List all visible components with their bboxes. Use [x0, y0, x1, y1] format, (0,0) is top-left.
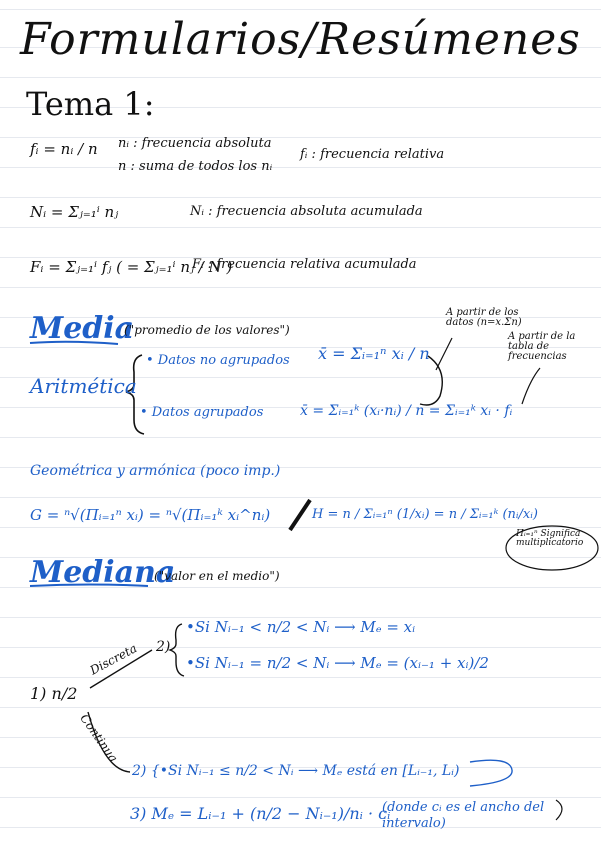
mediana-step1: 1) n/2	[30, 684, 78, 703]
mediana-step3-note: (donde cᵢ es el ancho del intervalo)	[382, 800, 545, 831]
datos-no-agrupados: • Datos no agrupados	[146, 353, 290, 368]
pi-note: Πᵢ₌₁ⁿ Significa multiplicatorio	[516, 529, 584, 548]
aritmetica-label: Aritmética	[30, 374, 137, 398]
formula-media-no-agrupados: x̄ = Σᵢ₌₁ⁿ xᵢ / n	[318, 344, 430, 363]
note1-arrow	[436, 338, 452, 370]
mediana-case-a: •Si Nᵢ₋₁ < n/2 < Nᵢ ⟶ Mₑ = xᵢ	[186, 618, 416, 636]
mediana-continuous-case: 2) {•Si Nᵢ₋₁ ≤ n/2 < Nᵢ ⟶ Mₑ está en [Lᵢ₋₁, Lᵢ)	[132, 763, 460, 779]
formula-H: H = n / Σᵢ₌₁ⁿ (1/xᵢ) = n / Σᵢ₌₁ᵏ (nᵢ/xᵢ)	[312, 507, 538, 522]
mediana-step3: 3) Mₑ = Lᵢ₋₁ + (n/2 − Nᵢ₋₁)/nᵢ · cᵢ	[130, 804, 391, 823]
continuous-curve	[470, 760, 512, 786]
discrete-branch-number: 2)	[156, 639, 171, 655]
mediana-subtitle: ("valor en el medio")	[154, 569, 280, 583]
mediana-case-b: •Si Nᵢ₋₁ = n/2 < Nᵢ ⟶ Mₑ = (xᵢ₋₁ + xᵢ)/2	[186, 654, 489, 672]
geo-armonica-label: Geométrica y armónica (poco imp.)	[30, 463, 281, 479]
media-note-tabla: A partir de la tabla de frecuencias	[508, 331, 576, 362]
formula-G: G = ⁿ√(Πᵢ₌₁ⁿ xᵢ) = ⁿ√(Πᵢ₌₁ᵏ xᵢ^nᵢ)	[30, 506, 271, 524]
note2-arrow	[522, 368, 540, 404]
discreta-label: Discreta	[87, 641, 140, 678]
note-Fi: Fᵢ : frecuencia relativa acumulada	[192, 257, 417, 272]
media-subtitle: ("promedio de los valores")	[124, 323, 290, 337]
formula-Ni: Nᵢ = Σⱼ₌₁ⁱ nⱼ	[30, 203, 119, 221]
g-h-slash	[290, 500, 310, 530]
note-ni: nᵢ : frecuencia absoluta	[118, 136, 272, 151]
datos-agrupados: • Datos agrupados	[140, 405, 264, 420]
note-Ni: Nᵢ : frecuencia absoluta acumulada	[190, 204, 423, 219]
continua-label: Continua	[77, 711, 121, 765]
note-fi: fᵢ : frecuencia relativa	[300, 147, 445, 162]
section-tema: Tema 1:	[26, 85, 155, 123]
media-heading: Media	[30, 311, 135, 346]
mediana-heading: Mediana	[30, 555, 176, 590]
formula-media-agrupados: x̄ = Σᵢ₌₁ᵏ (xᵢ·nᵢ) / n = Σᵢ₌₁ᵏ xᵢ · fᵢ	[300, 403, 513, 419]
formula-Fi: Fᵢ = Σⱼ₌₁ⁱ fⱼ ( = Σⱼ₌₁ⁱ nⱼ / N )	[30, 258, 233, 276]
note-n: n : suma de todos los nᵢ	[118, 159, 273, 174]
media-note-datos: A partir de los datos (n=x.Σn)	[446, 307, 522, 328]
discrete-brace	[170, 624, 184, 676]
page-title: Formularios/Resúmenes	[20, 14, 581, 65]
formula-fi: fᵢ = nᵢ / n	[30, 140, 98, 158]
